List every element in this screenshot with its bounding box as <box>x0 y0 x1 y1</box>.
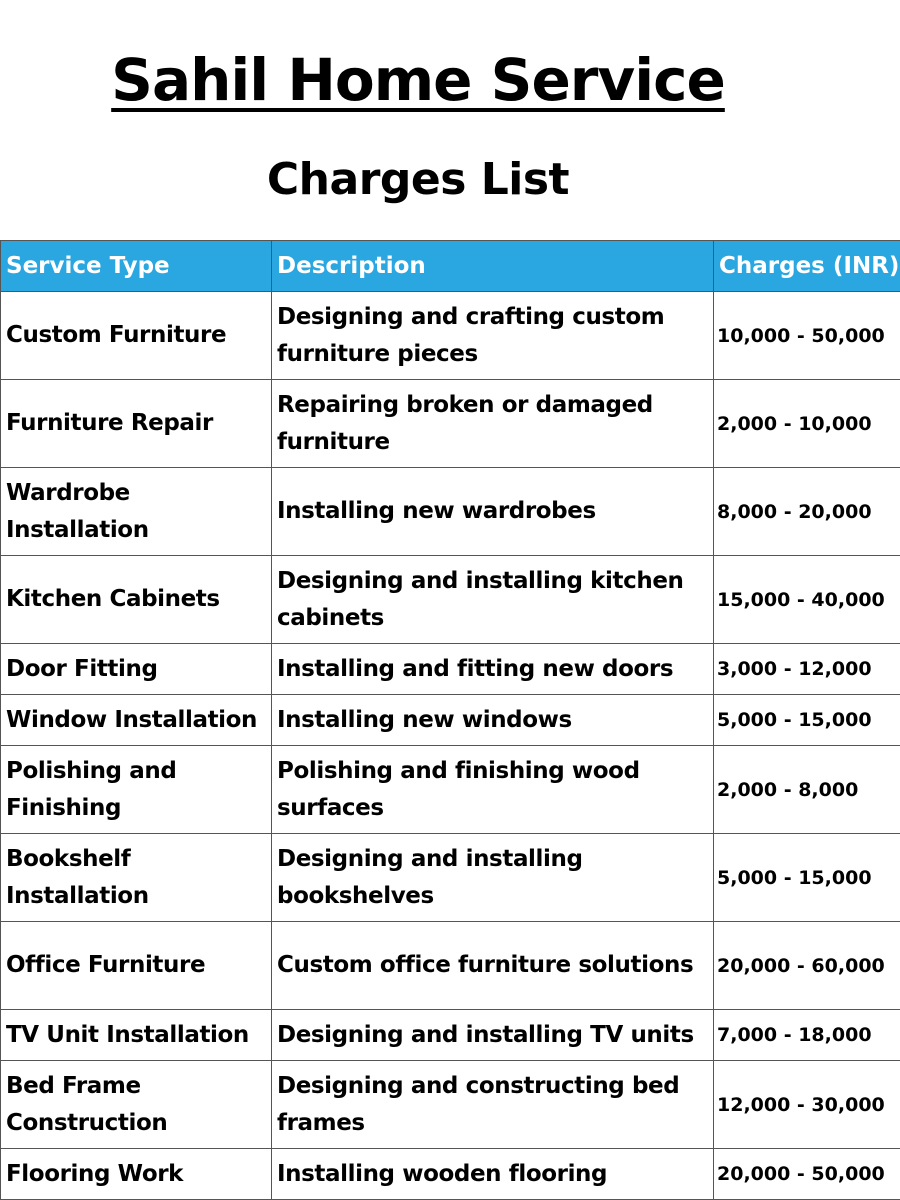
table-row <box>1 1149 900 1200</box>
table-row <box>1 556 900 644</box>
page-subtitle: Charges List <box>266 154 570 205</box>
charges-cell: 10,000 - 50,000 <box>714 292 900 380</box>
charges-table <box>0 240 900 1200</box>
table-row <box>1 1010 900 1061</box>
service-type-cell: Flooring Work <box>1 1149 272 1200</box>
description-cell: Installing and fitting new doors <box>272 644 714 695</box>
description-cell: Designing and constructing bed frames <box>272 1061 714 1149</box>
charges-cell: 12,000 - 30,000 <box>714 1061 900 1149</box>
service-type-cell: Bed Frame Construction <box>1 1061 272 1149</box>
description-cell: Designing and installing kitchen cabinets <box>272 556 714 644</box>
table-row <box>1 468 900 556</box>
description-cell: Installing wooden flooring <box>272 1149 714 1200</box>
service-type-cell: Bookshelf Installation <box>1 834 272 922</box>
table-row <box>1 644 900 695</box>
table-row <box>1 922 900 1010</box>
description-cell: Installing new windows <box>272 695 714 746</box>
service-type-cell: Office Furniture <box>1 922 272 1010</box>
table-row <box>1 746 900 834</box>
description-cell: Designing and crafting custom furniture pieces <box>272 292 714 380</box>
description-cell: Repairing broken or damaged furniture <box>272 380 714 468</box>
service-type-cell: Door Fitting <box>1 644 272 695</box>
table-row <box>1 834 900 922</box>
table-row <box>1 292 900 380</box>
service-type-cell: TV Unit Installation <box>1 1010 272 1061</box>
service-type-cell: Custom Furniture <box>1 292 272 380</box>
table-row <box>1 695 900 746</box>
service-type-cell: Window Installation <box>1 695 272 746</box>
description-cell: Installing new wardrobes <box>272 468 714 556</box>
column-header-charges: Charges (INR) <box>714 241 900 292</box>
table-header-row <box>1 241 900 292</box>
page-title <box>0 44 836 116</box>
description-cell: Designing and installing TV units <box>272 1010 714 1061</box>
charges-cell: 20,000 - 50,000 <box>714 1149 900 1200</box>
charges-cell: 15,000 - 40,000 <box>714 556 900 644</box>
page-title-text: Sahil Home Service <box>111 46 725 114</box>
charges-cell: 7,000 - 18,000 <box>714 1010 900 1061</box>
charges-cell: 20,000 - 60,000 <box>714 922 900 1010</box>
charges-cell: 2,000 - 10,000 <box>714 380 900 468</box>
description-cell: Designing and installing bookshelves <box>272 834 714 922</box>
charges-cell: 8,000 - 20,000 <box>714 468 900 556</box>
charges-cell: 2,000 - 8,000 <box>714 746 900 834</box>
service-type-cell: Polishing and Finishing <box>1 746 272 834</box>
description-cell: Polishing and finishing wood surfaces <box>272 746 714 834</box>
column-header-description: Description <box>272 241 714 292</box>
service-type-cell: Wardrobe Installation <box>1 468 272 556</box>
description-cell: Custom office furniture solutions <box>272 922 714 1010</box>
column-header-service-type: Service Type <box>1 241 272 292</box>
table-row <box>1 380 900 468</box>
charges-cell: 5,000 - 15,000 <box>714 834 900 922</box>
service-type-cell: Kitchen Cabinets <box>1 556 272 644</box>
charges-cell: 5,000 - 15,000 <box>714 695 900 746</box>
service-type-cell: Furniture Repair <box>1 380 272 468</box>
charges-cell: 3,000 - 12,000 <box>714 644 900 695</box>
table-row <box>1 1061 900 1149</box>
